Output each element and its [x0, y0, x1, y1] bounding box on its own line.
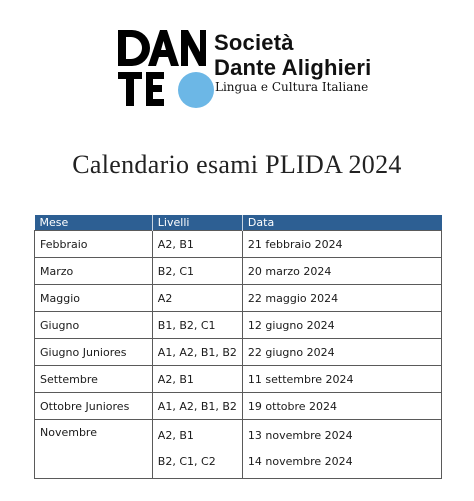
cell-date	[242, 420, 441, 479]
logo-letter-d	[118, 30, 150, 66]
logo-letter-n	[181, 30, 206, 66]
page-title: Calendario esami PLIDA 2024	[72, 150, 402, 179]
cell-levels: A1, A2, B1, B2	[152, 339, 242, 366]
table-row	[35, 393, 442, 420]
cell-date: 21 febbraio 2024	[242, 231, 441, 258]
cell-date-line: 14 novembre 2024	[247, 455, 353, 468]
column-header-date: Data	[242, 215, 441, 231]
cell-date: 19 ottobre 2024	[242, 393, 441, 420]
cell-levels: A2, B1	[152, 366, 242, 393]
dante-logo	[118, 28, 218, 112]
cell-date: 11 settembre 2024	[242, 366, 441, 393]
cell-date: 22 giugno 2024	[242, 339, 441, 366]
cell-month: Marzo	[35, 258, 153, 285]
cell-month: Maggio	[35, 285, 153, 312]
cell-month: Giugno Juniores	[35, 339, 153, 366]
table-row	[35, 339, 442, 366]
table-row	[35, 312, 442, 339]
exam-calendar-table	[34, 215, 442, 479]
table-row	[35, 231, 442, 258]
cell-month: Giugno	[35, 312, 153, 339]
cell-levels: A2, B1	[152, 231, 242, 258]
cell-month: Febbraio	[35, 231, 153, 258]
cell-date: 12 giugno 2024	[242, 312, 441, 339]
table-row	[35, 366, 442, 393]
table-row	[35, 285, 442, 312]
logo-circle	[178, 72, 214, 108]
brand-line-2: Dante Alighieri	[214, 55, 372, 80]
logo-letter-e	[146, 72, 164, 106]
cell-levels: A1, A2, B1, B2	[152, 393, 242, 420]
brand-tagline: Lingua e Cultura Italiane	[215, 80, 369, 94]
cell-month: Settembre	[35, 366, 153, 393]
cell-levels	[152, 420, 242, 479]
brand-line-1: Società	[214, 30, 294, 55]
table-row	[35, 258, 442, 285]
cell-month: Novembre	[35, 420, 153, 479]
cell-levels: A2	[152, 285, 242, 312]
table-header-row	[35, 215, 442, 231]
cell-date: 20 marzo 2024	[242, 258, 441, 285]
column-header-month: Mese	[35, 215, 153, 231]
cell-month: Ottobre Juniores	[35, 393, 153, 420]
cell-levels: B2, C1	[152, 258, 242, 285]
cell-levels-line: A2, B1	[157, 429, 194, 442]
logo-letter-a	[148, 30, 179, 66]
cell-date-line: 13 novembre 2024	[247, 429, 353, 442]
column-header-levels: Livelli	[152, 215, 242, 231]
cell-levels: B1, B2, C1	[152, 312, 242, 339]
cell-date: 22 maggio 2024	[242, 285, 441, 312]
table-row	[35, 420, 442, 479]
logo-letter-t	[118, 72, 142, 106]
cell-levels-line: B2, C1, C2	[157, 455, 216, 468]
brand-name	[214, 30, 371, 80]
